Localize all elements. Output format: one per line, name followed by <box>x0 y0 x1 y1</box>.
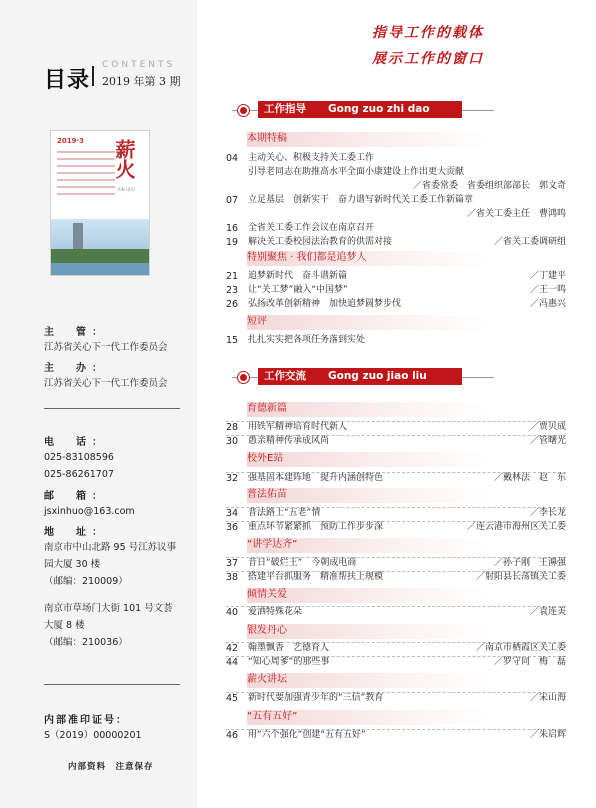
toc-entry[interactable] <box>226 571 566 583</box>
address-2-line-1: 南京市草场门大街 101 号文荟 <box>44 603 173 614</box>
section-title: 工作指导 <box>264 103 306 115</box>
contents-label: CONTENTS <box>102 60 176 70</box>
page-number: 38 <box>226 572 239 583</box>
cover-water <box>51 263 149 276</box>
toc-entry[interactable] <box>226 692 566 704</box>
email-value: jsxinhuo@163.com <box>44 506 135 517</box>
entry-author: ／省关工委调研组 <box>493 237 566 247</box>
entry-author: ／南京市栖霞区关工委 <box>475 643 566 653</box>
subcategory: 银发丹心 <box>247 624 493 639</box>
page-number: 26 <box>226 299 239 310</box>
page-number: 19 <box>226 237 239 248</box>
toc-entry[interactable] <box>226 729 566 741</box>
page-number: 21 <box>226 271 239 282</box>
cover-year: 2019·3 <box>57 137 85 145</box>
sponsor-label: 主 管： <box>44 327 108 338</box>
address-2-postcode: （邮编：210036） <box>44 637 128 648</box>
entry-author: ／连云港市海州区关工委 <box>466 522 566 532</box>
phone-2: 025-86261707 <box>44 469 114 480</box>
page-number: 45 <box>226 693 239 704</box>
entry-title: 全省关工委工作会议在南京召开 <box>248 223 375 233</box>
entry-title: 爱洒特殊花朵 <box>248 607 303 617</box>
entry-author: ／李长龙 <box>529 508 566 518</box>
cover-brand: 薪火 <box>112 139 136 179</box>
toc-entry[interactable] <box>226 435 566 447</box>
section-bullet-icon <box>238 105 249 116</box>
left-panel <box>0 0 197 808</box>
entry-author: ／袁连美 <box>529 607 566 617</box>
page-number: 04 <box>226 153 239 164</box>
section-title-en: Gong zuo jiao liu <box>328 370 427 382</box>
divider <box>44 684 180 685</box>
entry-title: 强基固本建阵地 提升内涵创特色 <box>248 473 384 483</box>
entry-author: ／射阳县长荡镇关工委 <box>475 572 566 582</box>
entry-title: 用铁军精神培育时代新人 <box>248 422 348 432</box>
issue-label: 2019 年第 3 期 <box>102 75 181 88</box>
entry-author: ／省关工委主任 曹鸿鸣 <box>466 209 566 219</box>
entry-author: ／宋山海 <box>529 693 566 703</box>
address-2-line-2: 大厦 8 楼 <box>44 620 85 631</box>
address-1-line-2: 园大厦 30 楼 <box>44 559 101 570</box>
address-1-line-1: 南京市中山北路 95 号江苏议事 <box>44 542 177 553</box>
subcategory: “五有五好” <box>247 710 493 725</box>
catalog-title: 目录 <box>44 68 91 93</box>
entry-author: ／孙子刚 王濞强 <box>493 558 566 568</box>
title-divider <box>92 66 94 86</box>
section-title: 工作交流 <box>264 370 306 382</box>
subcategory: “讲学达齐” <box>247 538 493 553</box>
section-header-guidance <box>232 101 494 119</box>
subcategory: 本期特稿 <box>247 132 493 147</box>
page-number: 30 <box>226 436 239 447</box>
cover-image <box>50 130 150 276</box>
cover-pinyin: XIN HUO <box>117 187 135 192</box>
entry-author: ／管曙光 <box>529 436 566 446</box>
phone-label: 电 话： <box>44 437 108 448</box>
cover-trees <box>51 249 149 263</box>
address-label: 地 址： <box>44 527 108 538</box>
entry-title: 用“六个强化”创建“五有五好” <box>248 730 366 740</box>
subcategory: 倾情关爱 <box>247 588 493 603</box>
phone-1: 025-83108596 <box>44 452 114 463</box>
page-number: 34 <box>226 508 239 519</box>
toc-entry[interactable] <box>226 606 566 618</box>
entry-title: 主动关心、积极支持关工委工作 <box>248 153 375 163</box>
entry-author: ／戴林法 赵 东 <box>493 473 566 483</box>
footer-note: 内部资料 注意保存 <box>68 762 154 772</box>
entry-title: 扎扎实实把各项任务落到实处 <box>248 335 366 345</box>
page-number: 37 <box>226 558 239 569</box>
entry-title: 立足基层 创新实干 奋力谱写新时代关工委工作新篇章 <box>248 195 474 205</box>
page-number: 07 <box>226 195 239 206</box>
permit-number: S（2019）00000201 <box>44 730 142 741</box>
toc-entry[interactable] <box>226 557 566 569</box>
page-number: 16 <box>226 223 239 234</box>
entry-title: 让“关工梦”融入“中国梦” <box>248 285 348 295</box>
toc-entry[interactable] <box>226 472 566 484</box>
entry-author: ／丁建平 <box>529 271 566 281</box>
entry-title: 普法路上“五老”情 <box>248 508 321 518</box>
page-number: 32 <box>226 473 239 484</box>
subcategory: 育德新篇 <box>247 402 493 417</box>
entry-author: ／省委常委 省委组织部部长 郭文奇 <box>412 181 566 191</box>
toc-entry[interactable] <box>226 507 566 519</box>
page-number: 36 <box>226 522 239 533</box>
section-title-en: Gong zuo zhi dao <box>328 103 430 115</box>
entry-title: “知心周爹”的那些事 <box>248 657 330 667</box>
entry-title: 追梦新时代 奋斗谱新篇 <box>248 271 348 281</box>
entry-title: 弘扬改革创新精神 加快追梦圆梦步伐 <box>248 299 402 309</box>
entry-author: ／罗守同 梅 磊 <box>493 657 566 667</box>
subcategory: 特别聚焦 · 我们都是追梦人 <box>247 251 493 266</box>
entry-title: 引导老同志在助推高水平全面小康建设上作出更大贡献 <box>248 167 465 177</box>
entry-title: 昔日“破烂王” 今朝成电商 <box>248 558 357 568</box>
entry-author: ／冯惠兴 <box>529 299 566 309</box>
host-value: 江苏省关心下一代工作委员会 <box>44 378 168 389</box>
sponsor-value: 江苏省关心下一代工作委员会 <box>44 342 168 353</box>
page-number: 44 <box>226 657 239 668</box>
section-title-bar <box>258 101 462 118</box>
slogan-line-1: 指导工作的载体 <box>372 25 484 41</box>
subcategory: 校外E站 <box>247 452 493 467</box>
toc-entry[interactable] <box>226 521 566 533</box>
entry-title: 翰墨飘香 艺德育人 <box>248 643 330 653</box>
subcategory: 短评 <box>247 315 493 330</box>
section-bullet-icon <box>238 372 249 383</box>
entry-author: ／朱启辉 <box>529 730 566 740</box>
entry-title: 愚亲精神传承成风尚 <box>248 436 330 446</box>
page-number: 23 <box>226 285 239 296</box>
subcategory: 普法佑苗 <box>247 488 493 503</box>
permit-label: 内部准印证号： <box>44 715 128 726</box>
entry-title: 解决关工委校园法治教育的供需对接 <box>248 237 393 247</box>
entry-author: ／王一鸣 <box>529 285 566 295</box>
email-label: 邮 箱： <box>44 491 108 502</box>
entry-author: ／贾贝成 <box>529 422 566 432</box>
slogan-line-2: 展示工作的窗口 <box>372 51 484 67</box>
section-title-bar <box>258 368 462 385</box>
toc-entry[interactable] <box>226 421 566 433</box>
subcategory: 薪火讲坛 <box>247 673 493 688</box>
section-header-exchange <box>232 368 494 386</box>
entry-title: 新时代要加强青少年的“三信”教育 <box>248 693 384 703</box>
cover-text-lines <box>57 151 115 200</box>
page-number: 42 <box>226 643 239 654</box>
entry-title: 重点环节紧紧抓 预防工作步步深 <box>248 522 384 532</box>
page-number: 28 <box>226 422 239 433</box>
toc-entry[interactable] <box>226 642 566 654</box>
page-number: 15 <box>226 335 239 346</box>
toc-entry[interactable] <box>226 656 566 668</box>
entry-title: 搭建平台抓服务 精准帮扶上规模 <box>248 572 384 582</box>
address-1-postcode: （邮编：210009） <box>44 576 128 587</box>
page-number: 40 <box>226 607 239 618</box>
page-number: 46 <box>226 730 239 741</box>
divider <box>44 408 180 409</box>
host-label: 主 办： <box>44 363 108 374</box>
